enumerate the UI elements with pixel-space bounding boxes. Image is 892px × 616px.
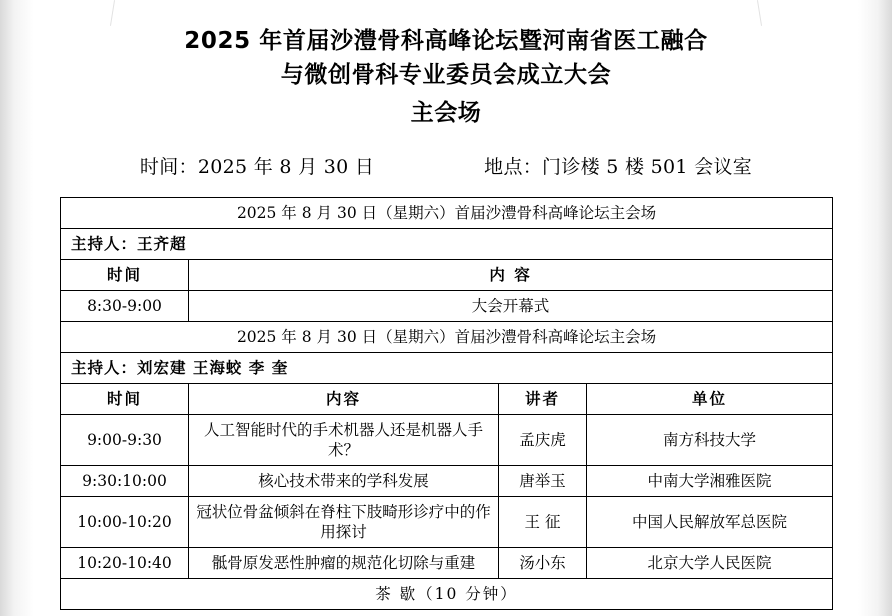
section2-header-time: 时间 xyxy=(61,384,189,415)
section2-row0-speaker: 孟庆虎 xyxy=(499,415,587,466)
table-row xyxy=(61,466,833,497)
table-row xyxy=(61,384,833,415)
section2-row0-unit: 南方科技大学 xyxy=(587,415,833,466)
table-row xyxy=(61,322,833,353)
section2-row0-time: 9:00-9:30 xyxy=(61,415,189,466)
table-row xyxy=(61,198,833,229)
table-row xyxy=(61,291,833,322)
section2-row1-content: 核心技术带来的学科发展 xyxy=(189,466,499,497)
section1-header-time: 时间 xyxy=(61,260,189,291)
page-title-line-3: 主会场 xyxy=(410,100,482,126)
section2-row1-unit: 中南大学湘雅医院 xyxy=(587,466,833,497)
section2-header-speaker: 讲者 xyxy=(499,384,587,415)
page-edge-shadow-right xyxy=(858,0,892,616)
table-row xyxy=(61,415,833,466)
table-row xyxy=(61,548,833,579)
table-row xyxy=(61,497,833,548)
event-meta-row xyxy=(60,152,832,179)
table-row xyxy=(61,229,833,260)
section2-band: 2025 年 8 月 30 日（星期六）首届沙澧骨科高峰论坛主会场 xyxy=(61,322,833,353)
section1-row0-time: 8:30-9:00 xyxy=(61,291,189,322)
section2-break-row: 茶 歇（10 分钟） xyxy=(61,579,833,610)
section2-row2-time: 10:00-10:20 xyxy=(61,497,189,548)
section2-row3-content: 骶骨原发恶性肿瘤的规范化切除与重建 xyxy=(189,548,499,579)
section2-row2-speaker: 王 征 xyxy=(499,497,587,548)
section2-row1-speaker: 唐举玉 xyxy=(499,466,587,497)
section2-row2-unit: 中国人民解放军总医院 xyxy=(587,497,833,548)
table-row xyxy=(61,579,833,610)
event-location: 地点：门诊楼 5 楼 501 会议室 xyxy=(484,156,753,178)
page-title-line-2: 与微创骨科专业委员会成立大会 xyxy=(280,62,612,88)
section2-header-unit: 单位 xyxy=(587,384,833,415)
section2-row2-content: 冠状位骨盆倾斜在脊柱下肢畸形诊疗中的作用探讨 xyxy=(189,497,499,548)
table-row xyxy=(61,260,833,291)
page-edge-shadow-left xyxy=(0,0,34,616)
section2-row3-time: 10:20-10:40 xyxy=(61,548,189,579)
table-row xyxy=(61,353,833,384)
section1-host: 主持人：王齐超 xyxy=(61,229,833,260)
agenda-table xyxy=(60,197,833,610)
section2-row0-content: 人工智能时代的手术机器人还是机器人手术？ xyxy=(189,415,499,466)
section2-row3-speaker: 汤小东 xyxy=(499,548,587,579)
section1-header-content: 内 容 xyxy=(189,260,833,291)
section1-band: 2025 年 8 月 30 日（星期六）首届沙澧骨科高峰论坛主会场 xyxy=(61,198,833,229)
page-title-line-1: 2025 年首届沙澧骨科高峰论坛暨河南省医工融合 xyxy=(184,28,708,54)
section2-row3-unit: 北京大学人民医院 xyxy=(587,548,833,579)
event-time: 时间：2025 年 8 月 30 日 xyxy=(139,156,375,178)
section2-host: 主持人：刘宏建 王海蛟 李 奎 xyxy=(61,353,833,384)
document-title-block xyxy=(60,0,832,130)
section2-row1-time: 9:30:10:00 xyxy=(61,466,189,497)
section2-header-content: 内容 xyxy=(189,384,499,415)
section1-row0-content: 大会开幕式 xyxy=(189,291,833,322)
